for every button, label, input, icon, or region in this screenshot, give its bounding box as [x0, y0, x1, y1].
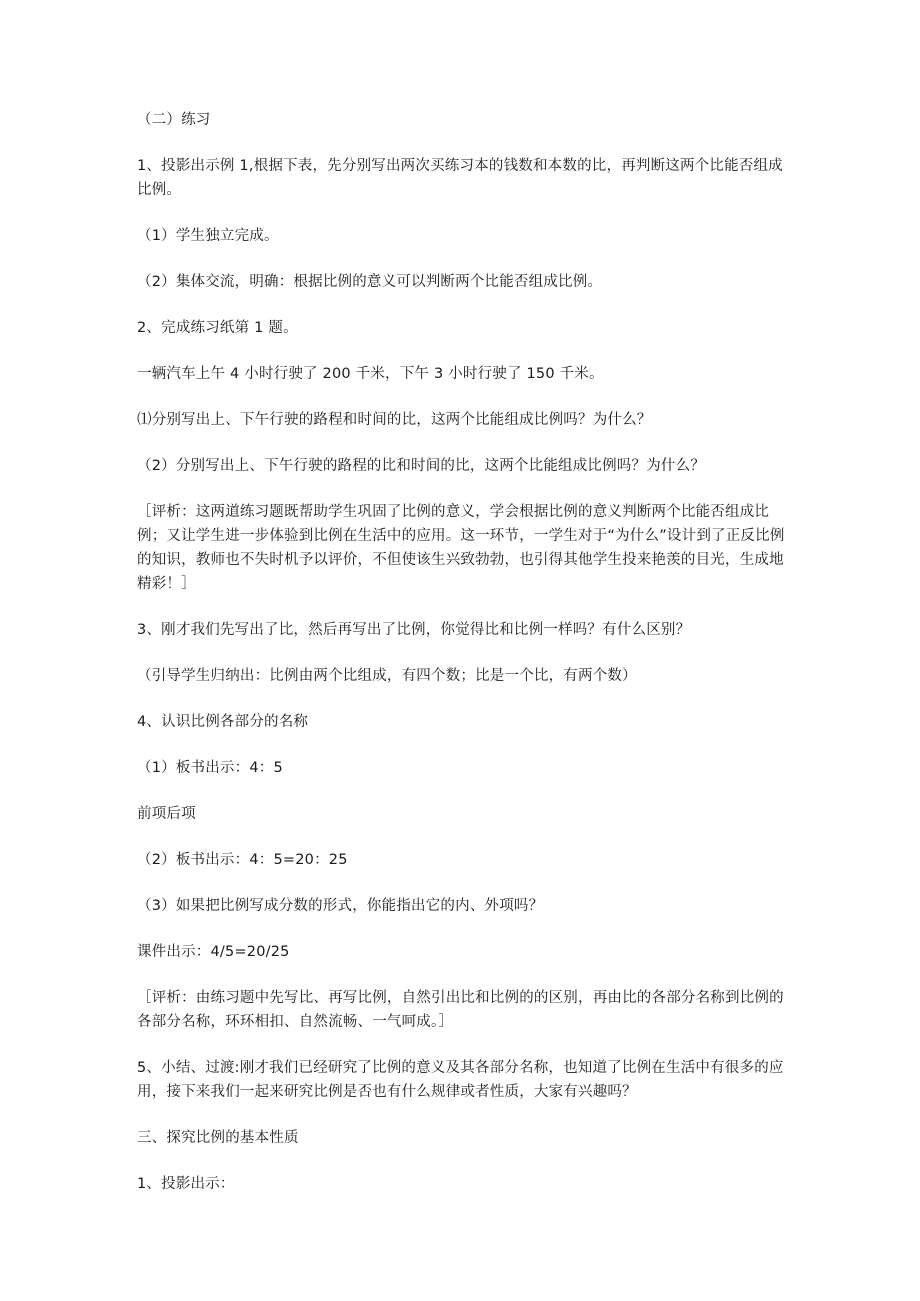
paragraph: （2）板书出示：4：5=20：25 [137, 852, 348, 868]
paragraph: 4、认识比例各部分的名称 [137, 714, 309, 730]
paragraph: （1）板书出示：4：5 [137, 760, 283, 776]
paragraph: 3、刚才我们先写出了比，然后再写出了比例，你觉得比和比例一样吗？有什么区别？ [137, 622, 691, 638]
paragraph: ［评析：由练习题中先写比、再写比例，自然引出比和比例的的区别，再由比的各部分名称到比例的各部分名称，环环相扣、自然流畅、一气呵成。］ [137, 990, 784, 1030]
paragraph: 1、投影出示： [137, 1176, 235, 1192]
paragraph: 前项后项 [137, 806, 196, 822]
paragraph: （2）分别写出上、下午行驶的路程的比和时间的比，这两个比能组成比例吗？为什么？ [137, 458, 706, 474]
document-body [137, 108, 787, 1218]
paragraph: （引导学生归纳出：比例由两个比组成，有四个数；比是一个比，有两个数） [137, 668, 637, 684]
paragraph: ［评析：这两道练习题既帮助学生巩固了比例的意义，学会根据比例的意义判断两个比能否组成比例；又让学生进一步体验到比例在生活中的应用。这一环节，一学生对于“为什么”设计到了正反比例的知识，教师也不失时机予以评价，不但使该生兴致勃勃，也引得其他学生投来艳羡的目光，生成地精彩！］ [137, 504, 785, 592]
paragraph: 一辆汽车上午 4 小时行驶了 200 千米，下午 3 小时行驶了 150 千米。 [137, 366, 604, 382]
paragraph: 1、投影出示例 1,根据下表，先分别写出两次买练习本的钱数和本数的比，再判断这两个比能否组成比例。 [137, 158, 783, 198]
paragraph: （2）集体交流，明确：根据比例的意义可以判断两个比能否组成比例。 [137, 274, 603, 290]
paragraph: 课件出示：4/5=20/25 [137, 944, 290, 960]
paragraph: 三、探究比例的基本性质 [137, 1130, 299, 1146]
paragraph: 2、完成练习纸第 1 题。 [137, 320, 298, 336]
paragraph: （3）如果把比例写成分数的形式，你能指出它的内、外项吗？ [137, 898, 544, 914]
paragraph: （1）学生独立完成。 [137, 228, 279, 244]
paragraph: ⑴分别写出上、下午行驶的路程和时间的比，这两个比能组成比例吗？为什么？ [137, 412, 652, 428]
paragraph: （二）练习 [137, 112, 211, 128]
paragraph: 5、小结、过渡:刚才我们已经研究了比例的意义及其各部分名称，也知道了比例在生活中有很多的应用，接下来我们一起来研究比例是否也有什么规律或者性质，大家有兴趣吗？ [137, 1060, 784, 1100]
